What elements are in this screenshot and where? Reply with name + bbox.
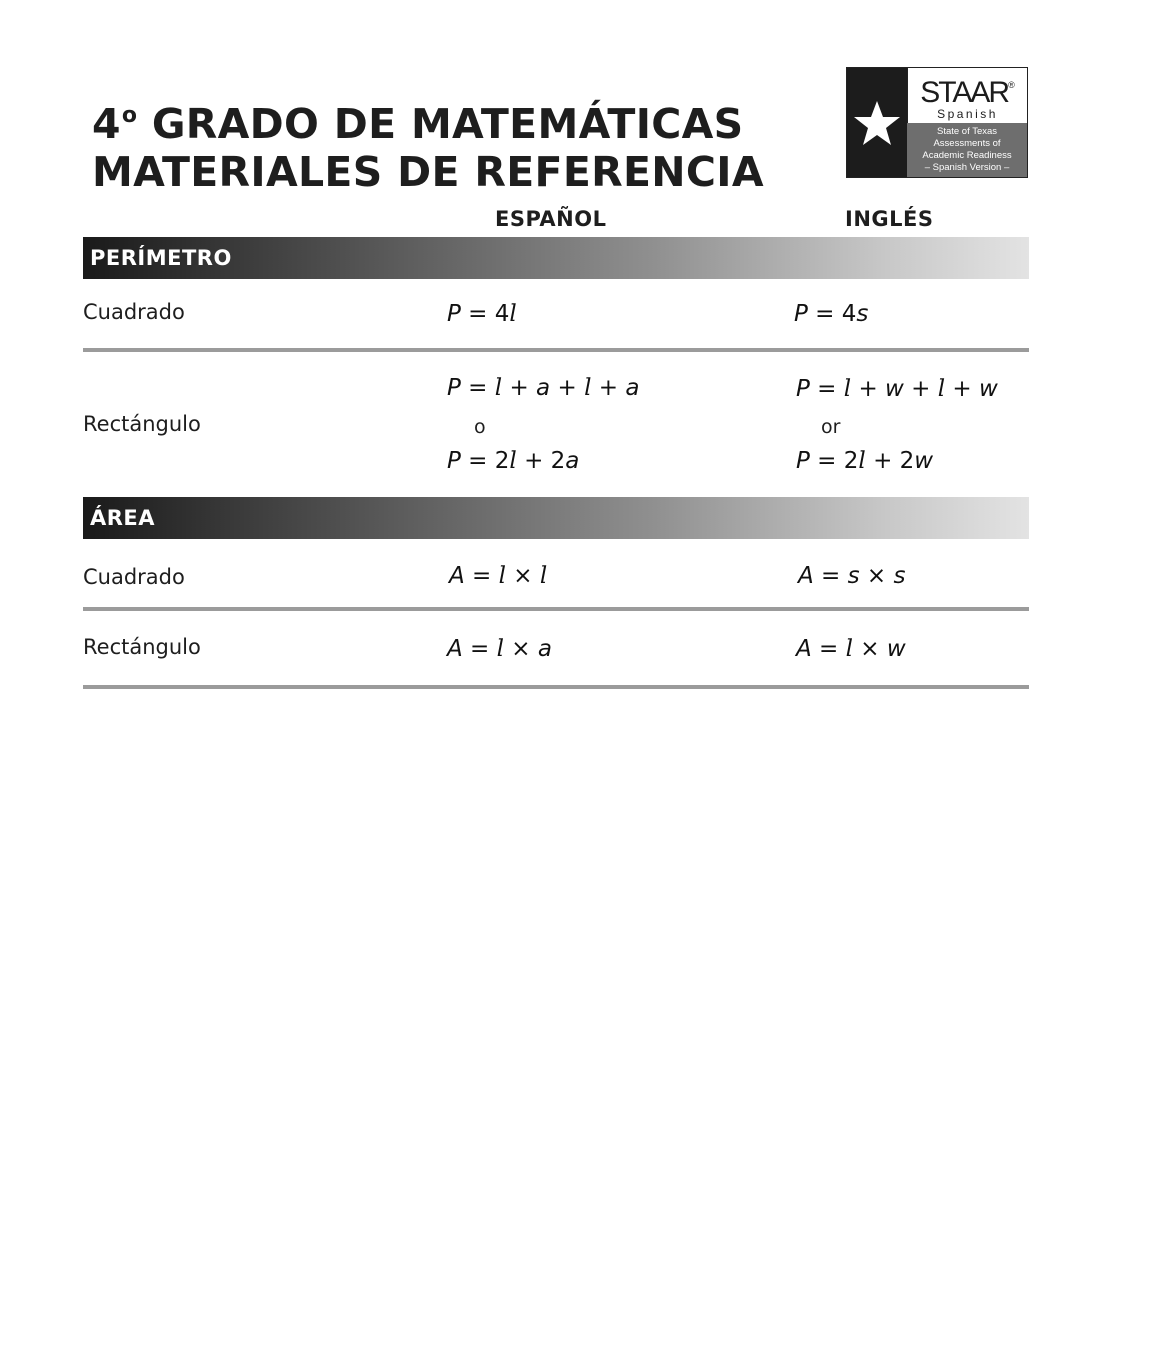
grade-number: 4 bbox=[92, 100, 121, 148]
formula-perimeter-rectangle-english-doubled: P = 2l + 2w bbox=[796, 448, 934, 474]
row-label-perimeter-square: Cuadrado bbox=[83, 300, 185, 324]
logo-wordmark bbox=[907, 68, 1027, 123]
formula-area-square-english: A = s × s bbox=[798, 563, 906, 589]
row-divider bbox=[83, 685, 1029, 689]
logo-tagline-line: Assessments of bbox=[933, 138, 1001, 149]
section-heading-perimeter: PERÍMETRO bbox=[83, 237, 1029, 279]
formula-perimeter-rectangle-spanish-sum: P = l + a + l + a bbox=[447, 375, 640, 401]
row-label-perimeter-rectangle: Rectángulo bbox=[83, 412, 201, 436]
page-title-subject: GRADO DE MATEMÁTICAS bbox=[151, 100, 744, 148]
page-title-line-2: MATERIALES DE REFERENCIA bbox=[92, 148, 764, 196]
column-header-spanish: ESPAÑOL bbox=[495, 207, 607, 231]
logo-brand: STAAR® bbox=[920, 75, 1015, 109]
formula-perimeter-rectangle-english-sum: P = l + w + l + w bbox=[796, 376, 998, 402]
page-title bbox=[92, 92, 764, 196]
column-header-english: INGLÉS bbox=[845, 207, 934, 231]
logo-tagline-line: – Spanish Version – bbox=[924, 162, 1010, 173]
logo-text-block bbox=[907, 68, 1027, 177]
section-heading-area: ÁREA bbox=[83, 497, 1029, 539]
formula-perimeter-square-spanish: P = 4l bbox=[447, 301, 517, 327]
page-title-line-1 bbox=[92, 92, 764, 148]
connector-spanish: o bbox=[474, 416, 486, 438]
row-divider bbox=[83, 348, 1029, 352]
row-label-area-rectangle: Rectángulo bbox=[83, 635, 201, 659]
staar-spanish-logo bbox=[846, 67, 1028, 178]
formula-area-square-spanish: A = l × l bbox=[449, 563, 548, 589]
logo-tagline bbox=[907, 123, 1027, 177]
formula-area-rectangle-english: A = l × w bbox=[796, 636, 906, 662]
logo-tagline-line: Academic Readiness bbox=[922, 150, 1012, 161]
logo-subtitle: Spanish bbox=[937, 106, 998, 121]
formula-perimeter-rectangle-spanish-doubled: P = 2l + 2a bbox=[447, 448, 580, 474]
formula-perimeter-square-english: P = 4s bbox=[794, 301, 869, 327]
formula-area-rectangle-spanish: A = l × a bbox=[447, 636, 553, 662]
grade-ordinal: o bbox=[121, 103, 138, 128]
row-label-area-square: Cuadrado bbox=[83, 565, 185, 589]
logo-tagline-line: State of Texas bbox=[936, 126, 998, 137]
connector-english: or bbox=[821, 416, 841, 438]
star-icon bbox=[847, 68, 907, 177]
row-divider bbox=[83, 607, 1029, 611]
